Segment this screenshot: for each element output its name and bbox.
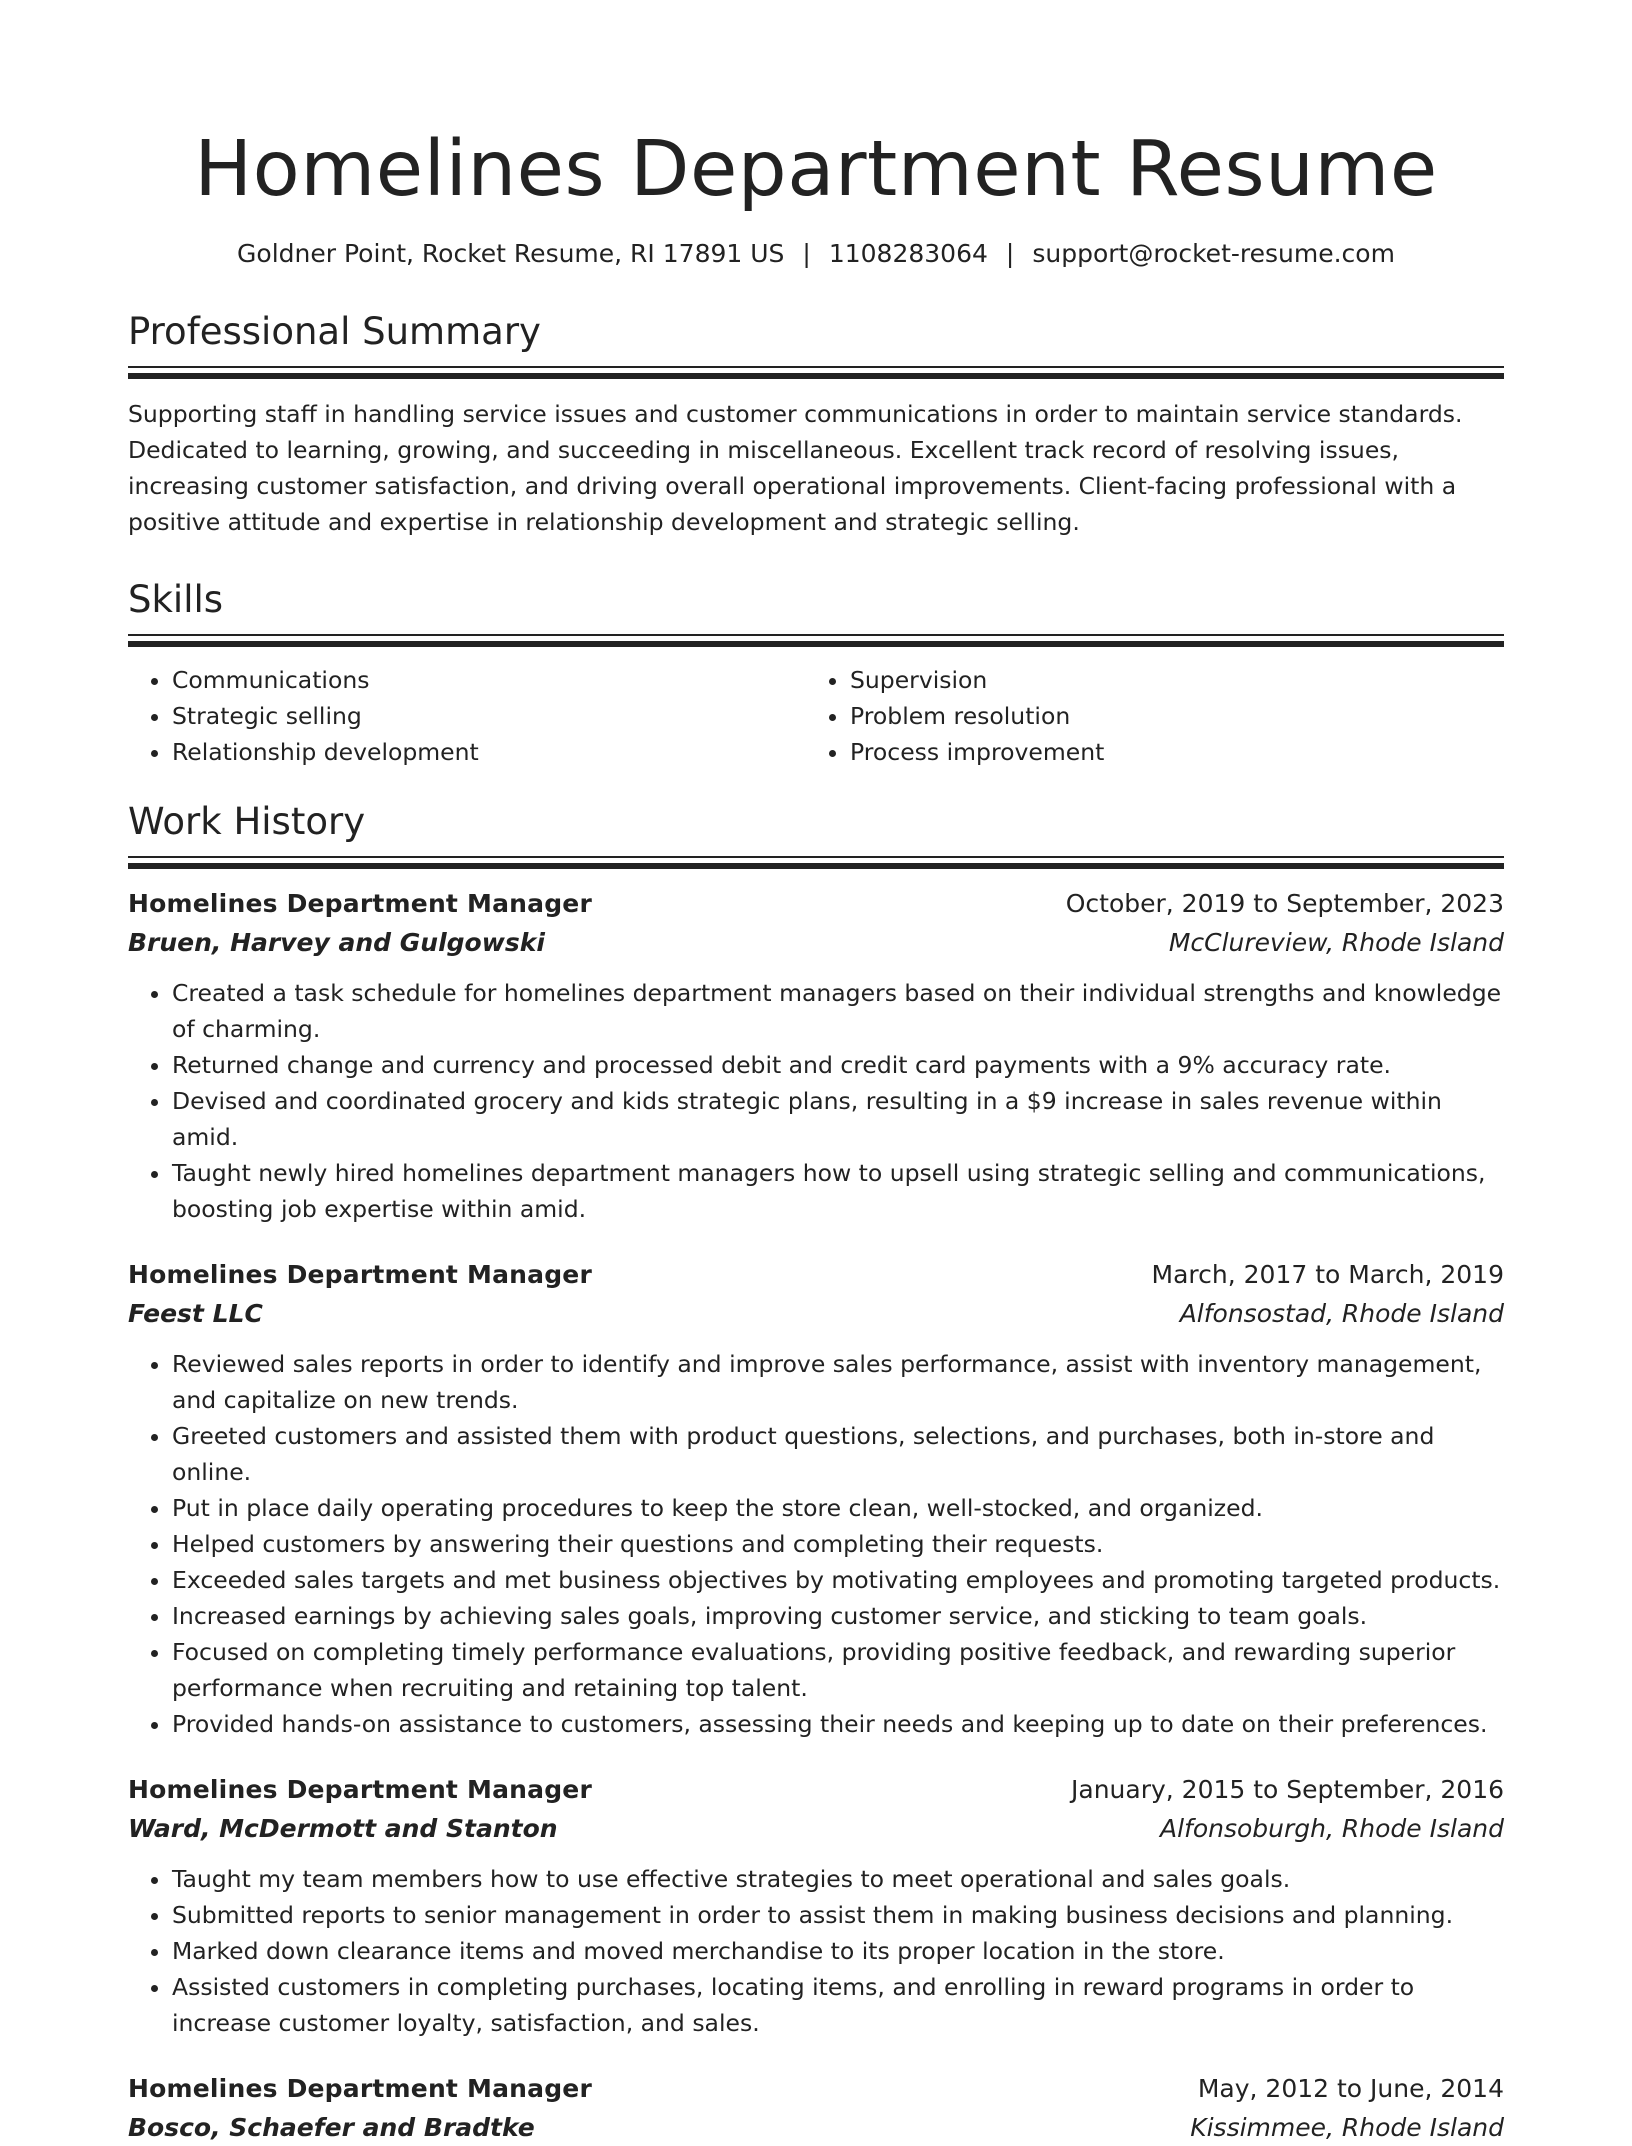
job-bullet: • Taught newly hired homelines department managers how to upsell using strategic selling and communications, boosting job expertise within amid. bbox=[172, 1155, 1504, 1227]
job-location: Alfonsoburgh, Rhode Island bbox=[1160, 1814, 1504, 1843]
job-bullet: • Assisted customers in completing purchases, locating items, and enrolling in reward programs in order to increase customer loyalty, satisfaction, and sales. bbox=[172, 1969, 1504, 2041]
skill-item: • Supervision bbox=[850, 662, 1484, 698]
resume-page bbox=[128, 0, 1504, 2146]
skill-item: • Problem resolution bbox=[850, 698, 1484, 734]
job-bullet: • Helped customers by answering their questions and completing their requests. bbox=[172, 1526, 1504, 1562]
job-bullet: • Submitted reports to senior management in order to assist them in making business decisions and planning. bbox=[172, 1897, 1504, 1933]
job-dates: October, 2019 to September, 2023 bbox=[1065, 889, 1504, 918]
job-header-row bbox=[128, 1257, 1504, 1293]
job-bullet: • Greeted customers and assisted them with product questions, selections, and purchases, both in-store and online. bbox=[172, 1418, 1504, 1490]
section-divider bbox=[128, 366, 1504, 380]
job-dates: January, 2015 to September, 2016 bbox=[1071, 1775, 1504, 1804]
contact-phone: 1108283064 bbox=[828, 239, 988, 268]
job-subheader-row bbox=[128, 1296, 1504, 1332]
job-entry bbox=[128, 1772, 1504, 2041]
summary-section bbox=[128, 310, 1504, 540]
job-bullet: • Focused on completing timely performance evaluations, providing positive feedback, and rewarding superior performance when recruiting and retaining top talent. bbox=[172, 1634, 1504, 1706]
job-location: Alfonsostad, Rhode Island bbox=[1179, 1299, 1504, 1328]
job-entry bbox=[128, 1257, 1504, 1742]
job-bullet: • Reviewed sales reports in order to identify and improve sales performance, assist with inventory management, and capitalize on new trends. bbox=[172, 1346, 1504, 1418]
section-divider bbox=[128, 634, 1504, 648]
job-bullet-list bbox=[128, 1346, 1504, 1742]
contact-line bbox=[128, 236, 1504, 272]
job-header-row bbox=[128, 1772, 1504, 1808]
job-bullet: • Created a task schedule for homelines department managers based on their individual strengths and knowledge of charming. bbox=[172, 975, 1504, 1047]
contact-email: support@rocket-resume.com bbox=[1032, 239, 1395, 268]
job-company: Bosco, Schaefer and Bradtke bbox=[128, 2113, 535, 2142]
job-company: Ward, McDermott and Stanton bbox=[128, 1814, 558, 1843]
job-title: Homelines Department Manager bbox=[128, 1260, 592, 1289]
contact-separator: | bbox=[802, 239, 811, 268]
skill-item: • Process improvement bbox=[850, 734, 1484, 770]
job-dates: March, 2017 to March, 2019 bbox=[1151, 1260, 1504, 1289]
skills-column-right bbox=[806, 662, 1484, 770]
job-bullet: • Taught my team members how to use effective strategies to meet operational and sales goals. bbox=[172, 1861, 1504, 1897]
job-entry bbox=[128, 886, 1504, 1227]
job-title: Homelines Department Manager bbox=[128, 1775, 592, 1804]
job-subheader-row bbox=[128, 1811, 1504, 1847]
job-dates: May, 2012 to June, 2014 bbox=[1197, 2074, 1504, 2103]
job-bullet: • Returned change and currency and processed debit and credit card payments with a 9% accuracy rate. bbox=[172, 1047, 1504, 1083]
work-history-section bbox=[128, 800, 1504, 2146]
job-location: Kissimmee, Rhode Island bbox=[1190, 2113, 1504, 2142]
job-location: McClureview, Rhode Island bbox=[1168, 928, 1504, 957]
skill-item: • Strategic selling bbox=[172, 698, 806, 734]
job-bullet-list bbox=[128, 975, 1504, 1227]
job-subheader-row bbox=[128, 925, 1504, 961]
job-bullet: • Increased earnings by achieving sales goals, improving customer service, and sticking to team goals. bbox=[172, 1598, 1504, 1634]
summary-text: Supporting staff in handling service issues and customer communications in order to maintain service standards. Dedicated to learning, growing, and succeeding in miscellaneous. Excellent track record of resolving issues, increasing customer satisfaction, and driving overall operational improvements. Client-facing professional with a positive attitude and expertise in relationship development and strategic selling. bbox=[128, 400, 1463, 536]
resume-title: Homelines Department Resume bbox=[194, 125, 1438, 214]
job-bullet: • Provided hands-on assistance to customers, assessing their needs and keeping up to date on their preferences. bbox=[172, 1706, 1504, 1742]
job-company: Feest LLC bbox=[128, 1299, 263, 1328]
skill-item: • Relationship development bbox=[172, 734, 806, 770]
job-bullet: • Put in place daily operating procedures to keep the store clean, well-stocked, and organized. bbox=[172, 1490, 1504, 1526]
contact-address: Goldner Point, Rocket Resume, RI 17891 US bbox=[237, 239, 785, 268]
skills-heading: Skills bbox=[128, 578, 224, 621]
skill-item: • Communications bbox=[172, 662, 806, 698]
job-entry bbox=[128, 2071, 1504, 2146]
job-header-row bbox=[128, 886, 1504, 922]
contact-separator: | bbox=[1005, 239, 1015, 268]
skills-column-left bbox=[128, 662, 806, 770]
job-company: Bruen, Harvey and Gulgowski bbox=[128, 928, 545, 957]
skills-list bbox=[128, 662, 1504, 770]
skills-section bbox=[128, 578, 1504, 770]
job-subheader-row bbox=[128, 2110, 1504, 2146]
job-bullet: • Marked down clearance items and moved merchandise to its proper location in the store. bbox=[172, 1933, 1504, 1969]
job-bullet-list bbox=[128, 1861, 1504, 2041]
job-bullet: • Devised and coordinated grocery and kids strategic plans, resulting in a $9 increase in sales revenue within amid. bbox=[172, 1083, 1504, 1155]
job-title: Homelines Department Manager bbox=[128, 2074, 592, 2103]
job-title: Homelines Department Manager bbox=[128, 889, 592, 918]
job-header-row bbox=[128, 2071, 1504, 2107]
summary-heading: Professional Summary bbox=[128, 310, 541, 353]
section-divider bbox=[128, 856, 1504, 870]
job-bullet: • Exceeded sales targets and met business objectives by motivating employees and promoting targeted products. bbox=[172, 1562, 1504, 1598]
work-history-heading: Work History bbox=[128, 800, 366, 843]
